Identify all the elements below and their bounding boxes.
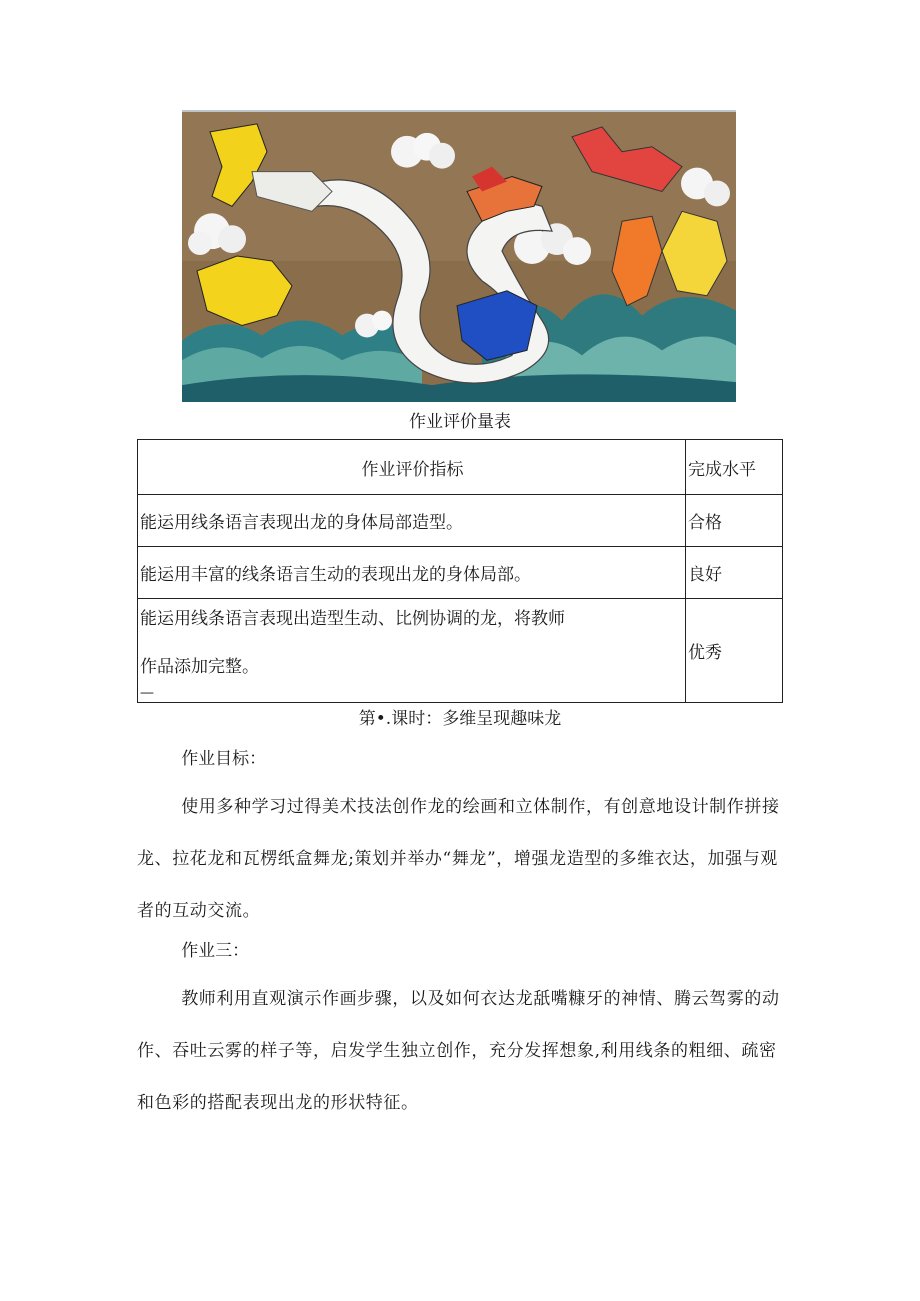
criterion-cell: [138, 599, 686, 703]
goal-paragraph: 使用多种学习过得美术技法创作龙的绘画和立体制作，有创意地设计制作拼接龙、拉花龙和瓦楞纸盒舞龙;策划并举办“舞龙”，增强龙造型的多维衣达，加强与观者的互动交流。: [137, 797, 780, 921]
level-cell: 优秀: [686, 599, 783, 703]
header-criterion: 作业评价指标: [138, 440, 686, 495]
criterion-line: 能运用线条语言表现出造型生动、比例协调的龙，将教师: [140, 608, 565, 629]
table-caption: 作业评价量表: [409, 412, 511, 432]
task-heading: 作业三：: [181, 941, 250, 961]
criterion-line: 作品添加完整。: [140, 656, 259, 677]
dragon-collage-photo: [182, 110, 736, 402]
criterion-dash: —: [140, 684, 154, 701]
criterion-cell: 能运用丰富的线条语言生动的表现出龙的身体局部。: [138, 547, 686, 599]
dragon-collage-image: [182, 112, 736, 402]
goal-heading: 作业目标：: [181, 749, 267, 769]
task-paragraph: 教师利用直观演示作画步骤，以及如何衣达龙舐嘴糠牙的神情、腾云驾雾的动作、吞吐云雾的样子等，启发学生独立创作，充分发挥想象,利用线条的粗细、疏密和色彩的搭配表现出龙的形状特征。: [137, 989, 780, 1113]
table-row: [138, 495, 783, 547]
header-level: 完成水平: [686, 440, 783, 495]
lesson-title: 第•.课时：多维呈现趣味龙: [358, 709, 562, 729]
level-cell: 良好: [686, 547, 783, 599]
table-row: [138, 547, 783, 599]
level-cell: 合格: [686, 495, 783, 547]
criterion-cell: 能运用线条语言表现出龙的身体局部造型。: [138, 495, 686, 547]
table-row: [138, 599, 783, 703]
evaluation-rubric-table: [137, 439, 783, 703]
table-header-row: [138, 440, 783, 495]
